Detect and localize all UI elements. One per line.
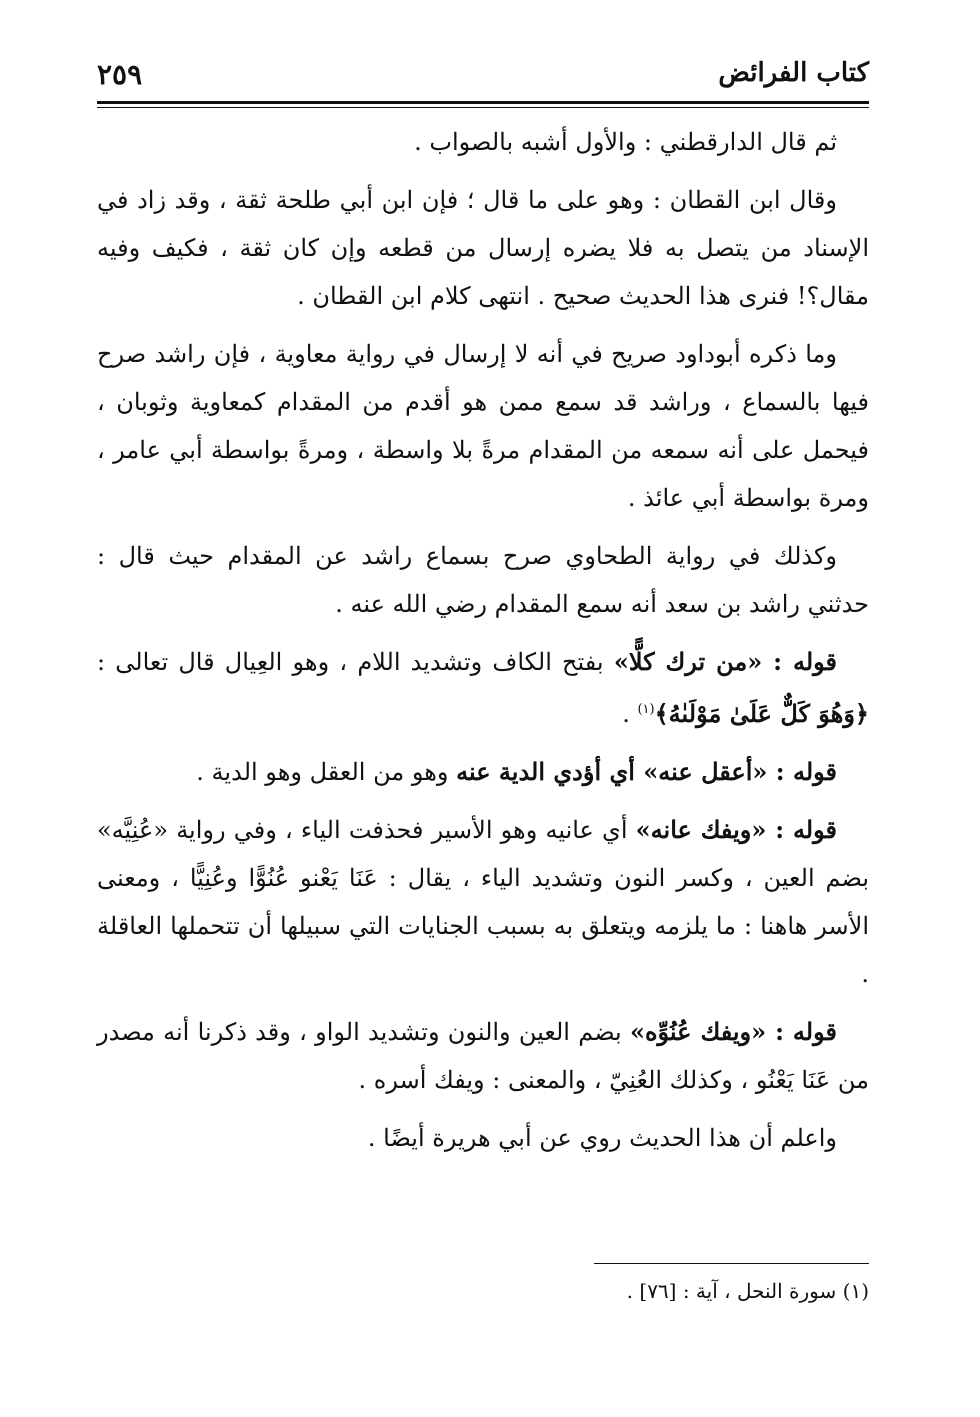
paragraph: قوله : «ويفك عُنُوِّه» بضم العين والنون وتشديد الواو ، وقد ذكرنا أنه مصدر من عَنَا يَعْنُو ، وكذلك العُنِيّ ، والمعنى : ويفك أسره . bbox=[97, 1017, 869, 1094]
paragraph: قوله : «من ترك كلًّا» بفتح الكاف وتشديد اللام ، وهو العِيال قال تعالى : ﴿وَهُوَ كَلٌّ عَلَىٰ مَوْلَىٰهُ﴾$^{(١)}$ . bbox=[97, 647, 869, 728]
footnote-marker: (١) bbox=[637, 702, 655, 717]
paragraph: قوله : «ويفك عانه» أي عانيه وهو الأسير فحذفت الياء ، وفي رواية «عُنِيَّه» بضم العين ، وكسر النون وتشديد الياء ، يقال : عَنَا يَعْنو عُنُوًّا وعُنِيًّا ، ومعنى الأسر هاهنا : ما يلزمه ويتعلق به بسبب الجنايات التي سبيلها أن تتحملها العاقلة . bbox=[97, 815, 869, 988]
bold-lemma: قوله : «ويفك عانه» bbox=[635, 815, 837, 844]
header-rule-thick bbox=[97, 101, 869, 104]
chapter-title: كتاب الفرائض bbox=[718, 58, 869, 88]
paragraph: وما ذكره أبوداود صريح في أنه لا إرسال في رواية معاوية ، فإن راشد صرح فيها بالسماع ، وراشد قد سمع ممن هو أقدم من المقدام كمعاوية وثوبان ، فيحمل على أنه سمعه من المقدام مرةً بلا واسطة ، ومرةً بواسطة أبي عامر ، ومرة بواسطة أبي عائذ . bbox=[97, 340, 870, 512]
body-text bbox=[97, 118, 869, 1172]
bold-lemma: قوله : «أعقل عنه» أي أؤدي الدية عنه bbox=[456, 757, 837, 786]
paragraph: واعلم أن هذا الحديث روي عن أبي هريرة أيضًا . bbox=[367, 1124, 837, 1152]
bold-lemma: قوله : «ويفك عُنُوِّه» bbox=[629, 1017, 837, 1046]
paragraph: وقال ابن القطان : وهو على ما قال ؛ فإن ابن أبي طلحة ثقة ، وقد زاد في الإسناد من يتصل به فلا يضره إرسال من قطعه وإن كان ثقة ، فكيف وفيه مقال؟! فنرى هذا الحديث صحيح . انتهى كلام ابن القطان . bbox=[97, 186, 869, 310]
bold-lemma: قوله : «من ترك كلًّا» bbox=[613, 647, 838, 676]
paragraph: وكذلك في رواية الطحاوي صرح بسماع راشد عن المقدام حيث قال : حدثني راشد بن سعد أنه سمع المقدام رضي الله عنه . bbox=[97, 542, 869, 618]
footnote: (١) سورة النحل ، آية : [٧٦] . bbox=[626, 1279, 869, 1303]
page-number: ٢٥٩ bbox=[97, 58, 143, 91]
page-header bbox=[97, 58, 869, 100]
header-rule-thin bbox=[97, 107, 869, 108]
quran-quote: ﴿وَهُوَ كَلٌّ عَلَىٰ مَوْلَىٰهُ﴾ bbox=[654, 699, 869, 728]
paragraph: ثم قال الدارقطني : والأول أشبه بالصواب . bbox=[414, 128, 837, 156]
paragraph: قوله : «أعقل عنه» أي أؤدي الدية عنه وهو من العقل وهو الدية . bbox=[196, 757, 837, 786]
footnote-separator bbox=[594, 1263, 869, 1264]
